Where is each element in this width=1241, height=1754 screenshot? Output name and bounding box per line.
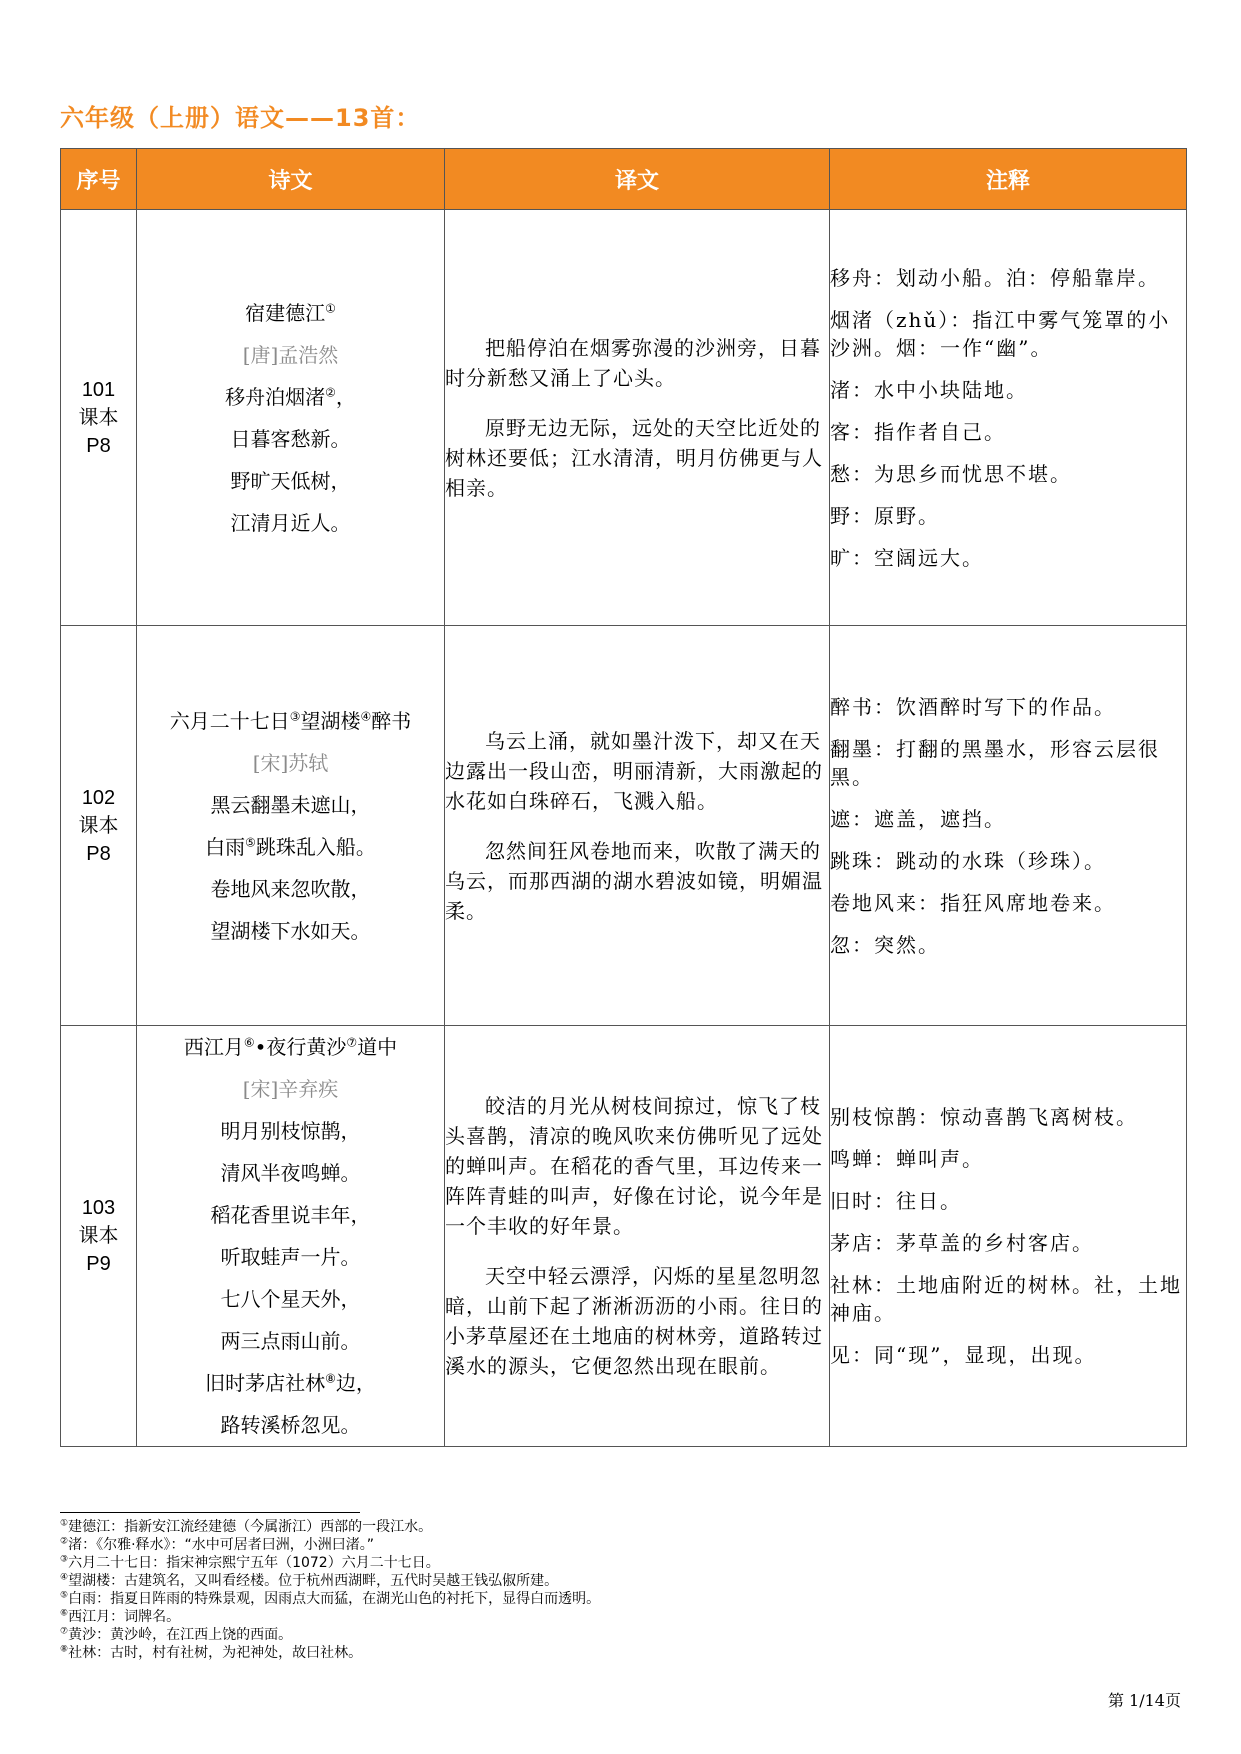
note-item: 烟渚（zhǔ）：指江中雾气笼罩的小沙洲。烟：一作“幽”。	[830, 307, 1171, 360]
row-page: P9	[86, 1253, 111, 1275]
page-number: 第 1/14页	[1107, 1691, 1181, 1710]
row-book: 课本	[78, 814, 119, 837]
row-number: 101	[81, 378, 116, 401]
row-book: 课本	[78, 1225, 119, 1247]
poem-cell	[137, 626, 445, 1026]
footnote: ⑦黄沙：黄沙岭，在江西上饶的西面。	[60, 1626, 293, 1643]
note-item: 茅店：茅草盖的乡村客店。	[830, 1231, 1094, 1255]
footnote: ⑧社林：古时，村有社树，为祀神处，故曰社林。	[60, 1644, 363, 1661]
note-item: 卷地风来：指狂风席地卷来。	[830, 890, 1116, 915]
note-item: 旧时：往日。	[830, 1189, 962, 1213]
poem-cell	[137, 210, 445, 626]
poem-line: 移舟泊烟渚②，	[225, 384, 356, 409]
translation-cell	[445, 1026, 830, 1447]
poem-line: 野旷天低树，	[230, 468, 351, 493]
translation-cell	[445, 210, 830, 626]
poem-line: 白雨⑤跳珠乱入船。	[205, 834, 376, 859]
poem-line: 日暮客愁新。	[230, 426, 351, 451]
poem-author: [唐]孟浩然	[242, 342, 339, 367]
poem-line: 两三点雨山前。	[220, 1329, 361, 1353]
poem-author: [宋]辛弃疾	[242, 1077, 339, 1101]
footnote-ref: ①	[325, 300, 336, 315]
note-item: 野：原野。	[830, 503, 940, 528]
translation-paragraph: 乌云上涌，就如墨汁泼下，却又在天边露出一段山峦，明丽清新，大雨激起的水花如白珠碎石，飞溅入船。	[445, 728, 823, 813]
note-item: 别枝惊鹊：惊动喜鹊飞离树枝。	[830, 1105, 1138, 1129]
footnote: ①建德江：指新安江流经建德（今属浙江）西部的一段江水。	[60, 1518, 433, 1535]
poem-table	[60, 148, 1187, 1447]
table-row	[61, 1026, 1187, 1447]
translation-paragraph: 忽然间狂风卷地而来，吹散了满天的乌云，而那西湖的湖水碧波如镜，明媚温柔。	[445, 838, 823, 923]
note-item: 翻墨：打翻的黑墨水，形容云层很黑。	[830, 736, 1160, 789]
poem-line: 望湖楼下水如天。	[210, 918, 371, 943]
note-item: 跳珠：跳动的水珠（珍珠）。	[830, 848, 1106, 873]
footnotes	[60, 1518, 600, 1662]
translation-paragraph: 皎洁的月光从树枝间掠过，惊飞了枝头喜鹊，清凉的晚风吹来仿佛听见了远处的蝉叫声。在稻花的香气里，耳边传来一阵阵青蛙的叫声，好像在讨论，说今年是一个丰收的好年景。	[445, 1094, 823, 1238]
notes-cell	[830, 626, 1187, 1026]
poem-line: 明月别枝惊鹊，	[220, 1119, 361, 1143]
footnote-ref: ⑦	[346, 1035, 358, 1050]
translation-paragraph: 原野无边无际，远处的天空比近处的树林还要低；江水清清，明月仿佛更与人相亲。	[445, 415, 823, 500]
footnote-ref: ③	[289, 708, 301, 723]
note-item: 客：指作者自己。	[830, 419, 1006, 444]
note-item: 忽：突然。	[830, 932, 940, 957]
note-item: 移舟：划动小船。泊：停船靠岸。	[830, 265, 1160, 290]
footnote-ref: ④	[360, 708, 372, 723]
row-number: 103	[81, 1197, 116, 1219]
footnote-ref: ⑧	[325, 1371, 336, 1386]
poem-line: 卷地风来忽吹散，	[210, 876, 371, 901]
poem-line: 旧时茅店社林⑧边，	[205, 1371, 376, 1395]
footnote: ⑥西江月：词牌名。	[60, 1608, 181, 1625]
poem-line: 听取蛙声一片。	[220, 1245, 361, 1269]
note-item: 遮：遮盖，遮挡。	[830, 806, 1006, 831]
poem-title: 六月二十七日③望湖楼④醉书	[169, 708, 412, 733]
footnote-ref: ⑤	[245, 834, 256, 849]
translation-cell	[445, 626, 830, 1026]
note-item: 愁：为思乡而忧思不堪。	[830, 461, 1072, 486]
note-item: 见：同“现”，显现，出现。	[830, 1343, 1097, 1367]
table-row	[61, 210, 1187, 626]
poem-line: 江清月近人。	[230, 510, 351, 535]
table-header-row	[61, 149, 1187, 210]
footnote-divider	[60, 1512, 360, 1513]
poem-line: 稻花香里说丰年，	[210, 1203, 371, 1227]
notes-cell	[830, 210, 1187, 626]
header-poem: 诗文	[137, 149, 445, 210]
translation-paragraph: 天空中轻云漂浮，闪烁的星星忽明忽暗，山前下起了淅淅沥沥的小雨。往日的小茅草屋还在土地庙的树林旁，道路转过溪水的源头，它便忽然出现在眼前。	[445, 1264, 823, 1378]
row-book: 课本	[78, 406, 119, 429]
note-item: 醉书：饮酒醉时写下的作品。	[830, 694, 1116, 719]
note-item: 鸣蝉：蝉叫声。	[830, 1147, 984, 1171]
poem-cell	[137, 1026, 445, 1447]
footnote-ref: ⑥	[243, 1035, 255, 1050]
poem-title: 西江月⑥•夜行黄沙⑦道中	[183, 1035, 398, 1059]
note-item: 渚：水中小块陆地。	[830, 377, 1028, 402]
row-page: P8	[86, 842, 111, 865]
row-number-cell	[61, 210, 137, 626]
poem-line: 七八个星天外，	[220, 1287, 361, 1311]
table-row	[61, 626, 1187, 1026]
poem-title: 宿建德江①	[245, 300, 336, 325]
header-num: 序号	[61, 149, 137, 210]
note-item: 社林：土地庙附近的树林。社，土地神庙。	[830, 1273, 1182, 1325]
note-item: 旷：空阔远大。	[830, 545, 984, 570]
poem-line: 路转溪桥忽见。	[220, 1413, 361, 1437]
translation-paragraph: 把船停泊在烟雾弥漫的沙洲旁，日暮时分新愁又涌上了心头。	[445, 335, 821, 390]
row-number: 102	[81, 786, 116, 809]
header-notes: 注释	[830, 149, 1187, 210]
footnote: ⑤白雨：指夏日阵雨的特殊景观，因雨点大而猛，在湖光山色的衬托下，显得白而透明。	[60, 1590, 601, 1607]
row-number-cell	[61, 1026, 137, 1447]
footnote-ref: ②	[325, 384, 336, 399]
footnote: ④望湖楼：古建筑名，又叫看经楼。位于杭州西湖畔，五代时吴越王钱弘俶所建。	[60, 1572, 559, 1589]
footnote: ②渚：《尔雅·释水》：“水中可居者曰洲，小洲曰渚。”	[60, 1536, 375, 1553]
poem-line: 黑云翻墨未遮山，	[210, 792, 371, 817]
notes-cell	[830, 1026, 1187, 1447]
page-heading: 六年级（上册）语文——13首：	[60, 104, 421, 132]
header-translation: 译文	[445, 149, 830, 210]
row-page: P8	[86, 434, 111, 457]
row-number-cell	[61, 626, 137, 1026]
footnote: ③六月二十七日：指宋神宗熙宁五年（1072）六月二十七日。	[60, 1554, 440, 1571]
poem-author: [宋]苏轼	[252, 750, 329, 775]
poem-line: 清风半夜鸣蝉。	[220, 1161, 361, 1185]
